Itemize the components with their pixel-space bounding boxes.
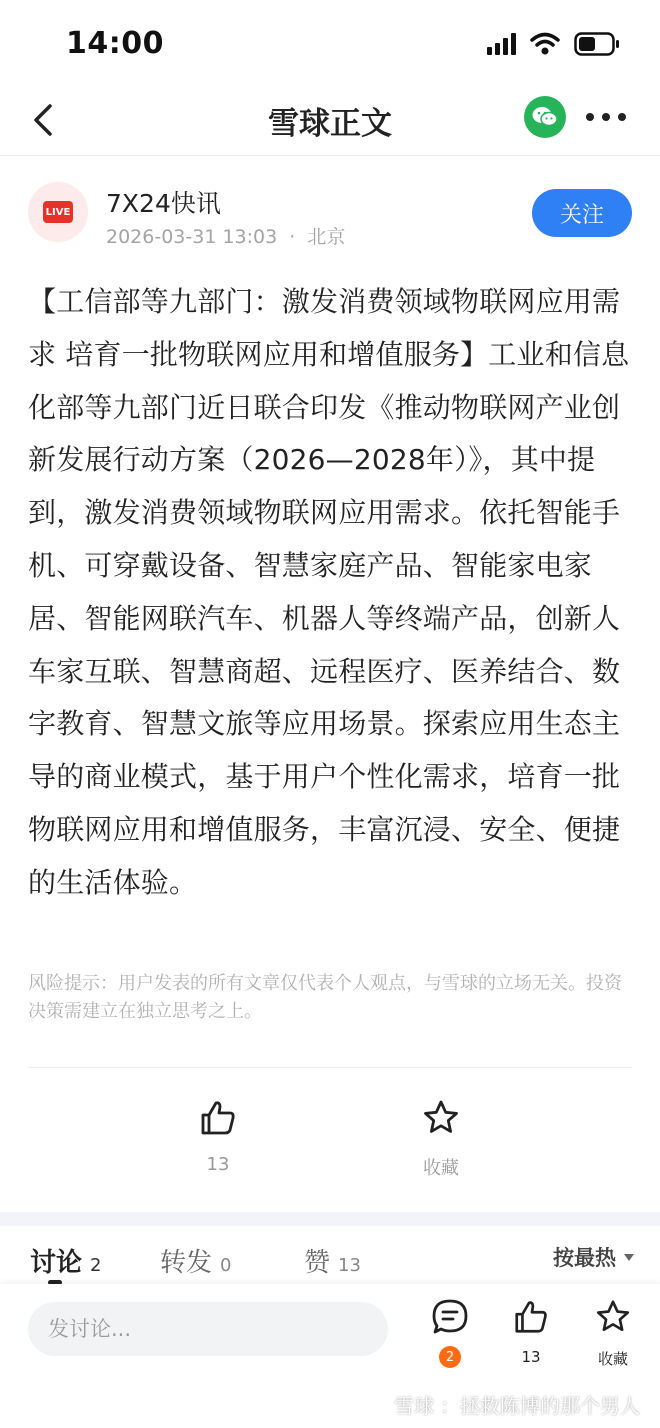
section-gap <box>0 1212 660 1226</box>
bottom-favorite-label: 收藏 <box>597 1350 628 1368</box>
live-badge-text: LIVE <box>45 206 71 218</box>
more-menu-icon[interactable] <box>586 102 626 132</box>
snowball-logo-icon <box>366 1394 388 1416</box>
page-title: 雪球正文 <box>268 106 392 142</box>
risk-notice: 风险提示：用户发表的所有文章仅代表个人观点，与雪球的立场无关。投资决策需建立在独立思考之上。 <box>28 973 622 1022</box>
tab-repost[interactable] <box>160 1242 231 1279</box>
sort-dropdown[interactable] <box>553 1242 634 1272</box>
wechat-icon <box>531 105 559 129</box>
comment-bubble-icon <box>431 1298 469 1336</box>
post-meta <box>106 222 345 249</box>
status-bar <box>0 0 660 88</box>
discussion-tabs <box>0 1226 660 1284</box>
wechat-share-button[interactable] <box>524 96 566 138</box>
nav-bar <box>0 88 660 156</box>
battery-icon <box>574 32 620 56</box>
meta-separator: · <box>289 226 296 248</box>
like-action[interactable] <box>158 1098 278 1175</box>
status-time: 14:00 <box>66 26 164 61</box>
tab-likes[interactable] <box>304 1242 361 1279</box>
favorite-label: 收藏 <box>423 1158 459 1179</box>
bottom-like-count: 13 <box>521 1348 541 1366</box>
avatar[interactable] <box>28 182 88 242</box>
watermark-user: ：拯救陈博的那个男人 <box>440 1394 640 1418</box>
follow-button[interactable]: 关注 <box>532 189 632 237</box>
thumbs-up-icon <box>198 1098 238 1138</box>
sort-label: 按最热 <box>553 1246 616 1270</box>
post-date: 2026-03-31 13:03 <box>106 226 278 248</box>
author-name[interactable]: 7X24快讯 <box>106 189 221 218</box>
post-location: 北京 <box>307 226 346 248</box>
author-row <box>0 170 660 260</box>
star-icon <box>421 1098 461 1138</box>
comment-input[interactable] <box>28 1302 388 1356</box>
tab-discuss[interactable] <box>30 1242 101 1279</box>
cellular-signal-icon <box>487 33 516 55</box>
tab-count: 0 <box>220 1255 232 1276</box>
tab-count: 2 <box>90 1255 102 1276</box>
tab-label: 讨论 <box>30 1248 83 1278</box>
tab-label: 赞 <box>304 1248 331 1278</box>
wifi-icon <box>530 32 560 56</box>
like-count: 13 <box>206 1154 230 1175</box>
live-tv-icon <box>43 201 73 223</box>
watermark <box>366 1390 640 1419</box>
bottom-favorite-button[interactable] <box>578 1298 648 1369</box>
watermark-brand: 雪球 <box>394 1394 434 1418</box>
divider <box>28 1067 632 1068</box>
favorite-action[interactable] <box>381 1098 501 1180</box>
bottom-like-button[interactable] <box>496 1298 566 1366</box>
tab-label: 转发 <box>160 1248 213 1278</box>
star-icon <box>594 1298 632 1336</box>
status-icons <box>487 32 620 56</box>
thumbs-up-icon <box>512 1298 550 1336</box>
comment-button[interactable] <box>415 1298 485 1368</box>
comment-count-badge: 2 <box>439 1346 461 1368</box>
article-body: 【工信部等九部门：激发消费领域物联网应用需求 培育一批物联网应用和增值服务】工业和信息化部等九部门近日联合印发《推动物联网产业创新发展行动方案（2026—2028年）》，其中提到，激发消费领域物联网应用需求。依托智能手机、可穿戴设备、智慧家庭产品、智能家电家居、智能网联汽车、机器人等终端产品，创新人车家互联、智慧商超、远程医疗、医养结合、数字教育、智慧文旅等应用场景。探索应用生态主导的商业模式，基于用户个性化需求，培育一批物联网应用和增值服务，丰富沉浸、安全、便捷的生活体验。 <box>28 285 630 899</box>
caret-down-icon <box>624 1254 634 1261</box>
tab-count: 13 <box>338 1255 361 1276</box>
